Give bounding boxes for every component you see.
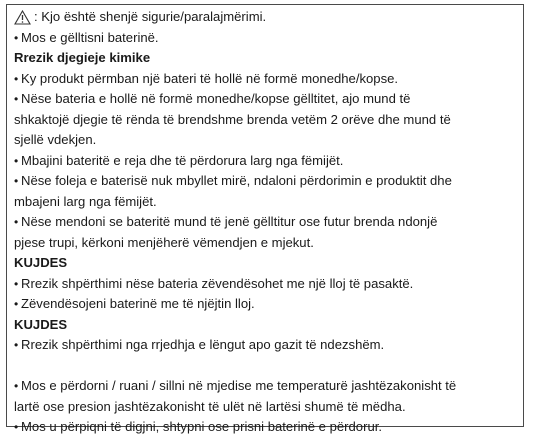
item-text: Rrezik shpërthimi nëse bateria zëvendësohet me një lloj të pasaktë. [21,275,414,291]
bullet: • [14,30,19,45]
list-item [14,151,524,172]
item-text: Nëse foleja e baterisë nuk mbyllet mirë, ndaloni përdorimin e produktit dhe [21,173,452,188]
bullet: • [14,174,19,188]
bullet: • [14,297,19,311]
item-text: Ky produkt përmban një bateri të hollë në formë monedhe/kopse. [21,70,399,86]
item-text: Mos u përpiqni të digjni, shtypni ose prisni baterinë e përdorur. [21,419,383,434]
section-heading-chemical-burn: Rrezik djegieje kimike [14,50,151,65]
list-item [14,89,524,110]
bullet: • [14,276,19,291]
bullet: • [14,71,19,86]
warning-triangle-icon [14,10,31,25]
item-text: Zëvendësojeni baterinë me të njëjtin lloj. [21,296,255,311]
bullet: • [14,420,19,434]
item-continuation: sjellë vdekjen. [14,132,97,147]
bullet: • [14,379,19,393]
item-text: Rrezik shpërthimi nga rrjedhja e lëngut apo gazit të ndezshëm. [21,337,385,352]
list-item [14,212,524,233]
section-heading-caution: KUJDES [14,255,68,270]
item-continuation: shkaktojë djegie të rënda të brendshme brenda vetëm 2 orëve dhe mund të [14,111,451,127]
item-continuation: pjese trupi, kërkoni menjëherë vëmendjen e mjekut. [14,234,314,250]
list-item [14,376,524,397]
warning-intro-line [14,7,524,28]
safety-warning-document [14,7,524,438]
list-item [14,171,524,192]
bullet: • [14,92,19,106]
item-text: Mos e përdorni / ruani / sillni në mjedise me temperaturë jashtëzakonisht të [21,378,457,393]
section-heading-caution: KUJDES [14,316,68,332]
item-text: Nëse bateria e hollë në formë monedhe/kopse gëlltitet, ajo mund të [21,91,411,106]
list-item [14,28,524,49]
list-item [14,335,524,356]
spacer [14,356,524,377]
bullet: • [14,338,19,352]
list-item [14,294,524,315]
list-item [14,274,524,295]
list-item [14,417,524,438]
bullet: • [14,215,19,229]
item-text: Nëse mendoni se bateritë mund të jenë gëlltitur ose futur brenda ndonjë [21,214,438,229]
item-continuation: mbajeni larg nga fëmijët. [14,193,157,209]
warning-intro-text: : Kjo është shenjë sigurie/paralajmërimi. [34,9,267,24]
item-continuation: lartë ose presion jashtëzakonisht të ulët në lartësi shumë të mëdha. [14,398,406,414]
bullet: • [14,153,19,168]
item-text: Mbajini bateritë e reja dhe të përdorura larg nga fëmijët. [21,152,344,168]
item-text: Mos e gëlltisni baterinë. [21,29,159,45]
list-item [14,69,524,90]
